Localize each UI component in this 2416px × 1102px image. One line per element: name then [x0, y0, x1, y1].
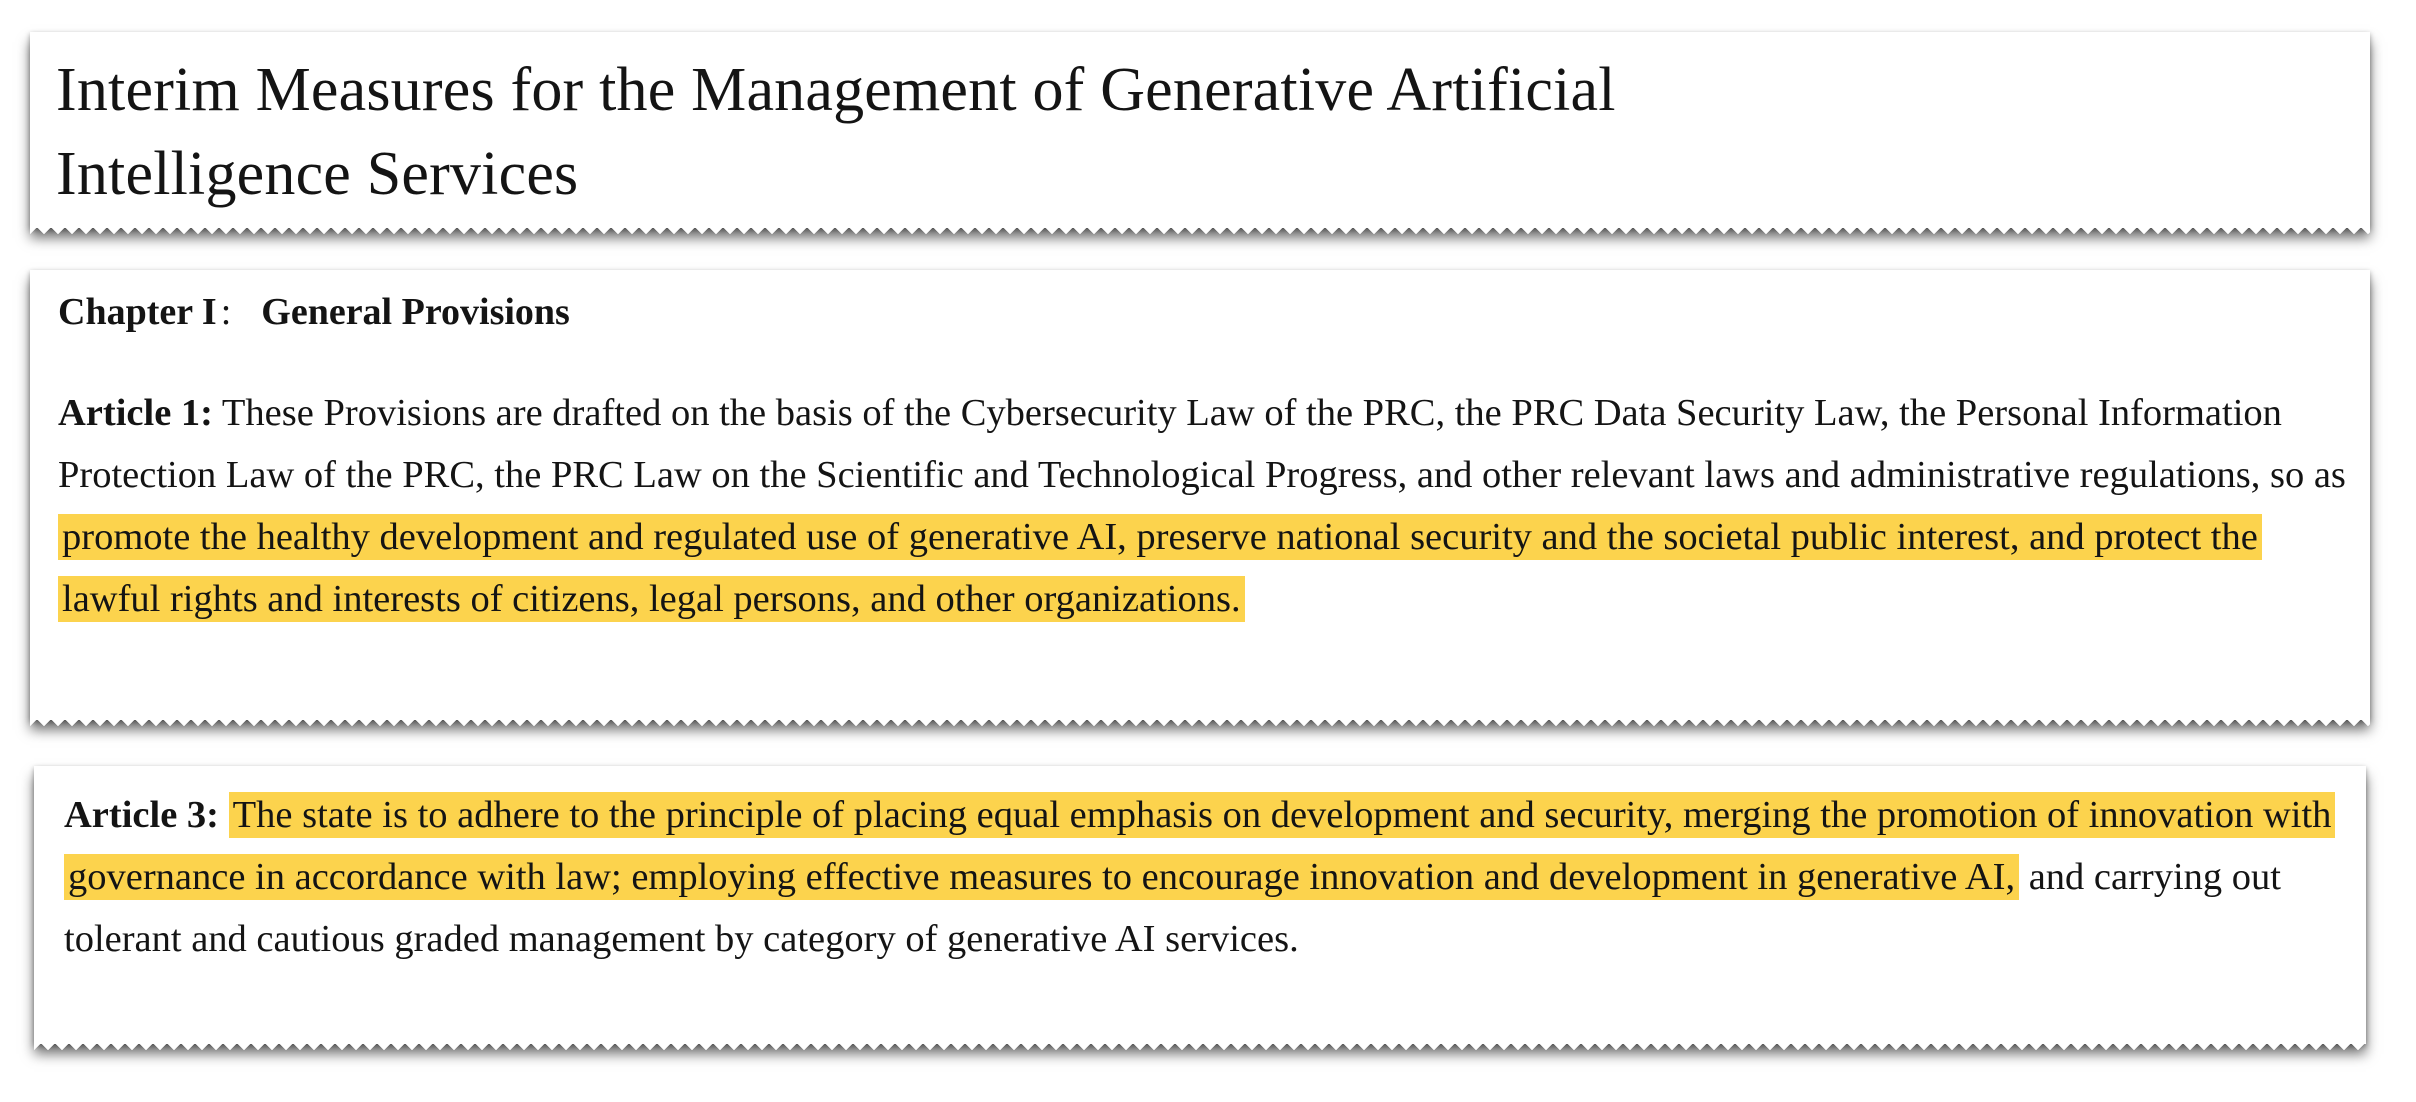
- article-3-label: Article 3:: [64, 794, 219, 836]
- chapter-name: General Provisions: [261, 291, 570, 333]
- title-clipping: [30, 32, 2370, 228]
- title-line-2: Intelligence Services: [56, 140, 579, 208]
- article-1-clipping: [30, 270, 2370, 720]
- chapter-number: Chapter I: [58, 291, 217, 333]
- article-3-highlighted-text: The state is to adhere to the principle of placing equal emphasis on development and security, merging the promotion of innovation with governance in accordance with law; employing effective measures to encourage innovation and development in generative AI,: [64, 792, 2335, 900]
- chapter-heading: [58, 284, 2370, 340]
- article-1-highlighted-text: promote the healthy development and regulated use of generative AI, preserve national security and the societal public interest, and protect the lawful rights and interests of citizens, legal persons, and other organizations.: [58, 514, 2262, 622]
- article-1-paragraph: [58, 382, 2348, 630]
- document-title: [56, 48, 2370, 216]
- chapter-separator: :: [220, 291, 232, 333]
- article-1-plain-text: These Provisions are drafted on the basis of the Cybersecurity Law of the PRC, the PRC Data Security Law, the Personal Information Protection Law of the PRC, the PRC Law on the Scientific and Technological Progress, and other relevant laws and administrative regulations, so as: [58, 392, 2346, 496]
- article-1-label: Article 1:: [58, 392, 213, 434]
- title-line-1: Interim Measures for the Management of Generative Artificial: [56, 56, 1616, 124]
- article-3-paragraph: [64, 784, 2354, 970]
- article-3-plain-text: and carrying out tolerant and cautious graded management by category of generative AI services.: [64, 856, 2282, 960]
- article-3-clipping: [34, 766, 2366, 1044]
